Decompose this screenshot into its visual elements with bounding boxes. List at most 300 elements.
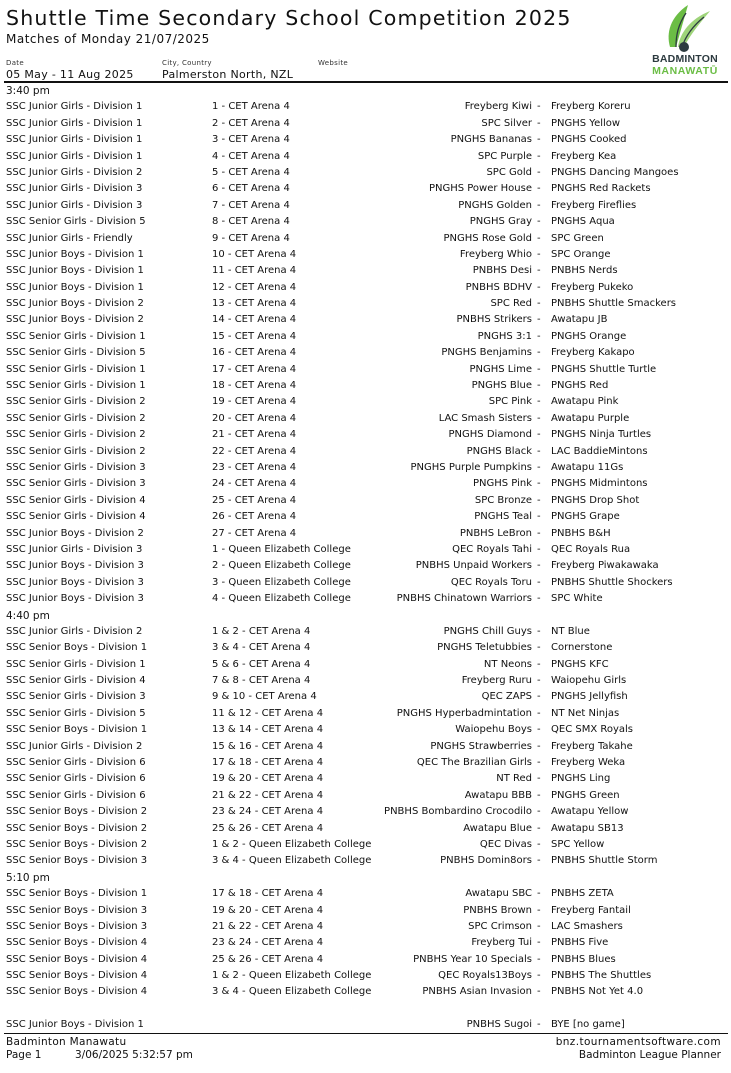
match-separator: - (537, 199, 541, 211)
match-court: 3 & 4 - Queen Elizabeth College (212, 986, 372, 998)
match-team-home: Awatapu SBC (465, 888, 532, 900)
match-team-home: QEC Royals Toru (450, 576, 532, 588)
match-division: SSC Junior Boys - Division 2 (6, 298, 144, 310)
match-team-away: PNGHS Dancing Mangoes (551, 166, 679, 178)
match-division: SSC Senior Boys - Division 2 (6, 806, 148, 818)
match-team-home: PNBHS Year 10 Specials (413, 953, 532, 965)
match-separator: - (537, 937, 541, 949)
match-team-away: PNBHS B&H (551, 527, 611, 539)
match-separator: - (537, 478, 541, 490)
match-separator: - (537, 150, 541, 162)
match-division: SSC Senior Girls - Division 2 (6, 429, 146, 441)
page-subtitle: Matches of Monday 21/07/2025 (6, 32, 210, 46)
match-row (0, 378, 731, 394)
shuttlecock-icon (640, 3, 730, 53)
match-court: 1 & 2 - CET Arena 4 (212, 625, 311, 637)
match-separator: - (537, 511, 541, 523)
match-team-away: Awatapu Purple (551, 412, 630, 424)
match-separator: - (537, 806, 541, 818)
match-row (0, 558, 731, 574)
match-court: 12 - CET Arena 4 (212, 281, 297, 293)
logo-wordmark-bottom: MANAWATŪ (652, 65, 718, 77)
match-team-home: PNGHS Black (466, 445, 532, 457)
match-court: 9 & 10 - CET Arena 4 (212, 691, 317, 703)
match-team-home: PNGHS Purple Pumpkins (410, 461, 532, 473)
match-division: SSC Senior Girls - Division 3 (6, 461, 146, 473)
match-division: SSC Junior Girls - Division 1 (6, 101, 143, 113)
match-court: 25 - CET Arena 4 (212, 494, 297, 506)
match-court: 10 - CET Arena 4 (212, 248, 297, 260)
match-court: 2 - Queen Elizabeth College (212, 560, 351, 572)
match-division: SSC Junior Girls - Division 3 (6, 543, 143, 555)
match-separator: - (537, 1019, 541, 1031)
match-row (0, 165, 731, 181)
match-court: 21 - CET Arena 4 (212, 429, 297, 441)
match-row (0, 722, 731, 738)
match-team-away: PNBHS Blues (551, 953, 616, 965)
match-team-home: SPC Pink (488, 396, 532, 408)
time-slot-heading: 5:10 pm (6, 871, 50, 884)
match-court: 23 & 24 - CET Arena 4 (212, 937, 324, 949)
match-team-away: LAC BaddieMintons (551, 445, 648, 457)
match-team-away: Freyberg Pukeko (551, 281, 634, 293)
match-division: SSC Senior Boys - Division 2 (6, 822, 148, 834)
match-separator: - (537, 757, 541, 769)
match-team-home: QEC Divas (479, 838, 532, 850)
match-team-away: PNBHS Shuttle Shockers (551, 576, 673, 588)
match-division: SSC Junior Boys - Division 1 (6, 265, 144, 277)
match-row (0, 968, 731, 984)
match-separator: - (537, 134, 541, 146)
match-court: 3 - Queen Elizabeth College (212, 576, 351, 588)
match-division: SSC Senior Boys - Division 1 (6, 642, 148, 654)
city-label: City, Country (162, 59, 212, 67)
match-team-home: QEC The Brazilian Girls (416, 757, 532, 769)
date-value: 05 May - 11 Aug 2025 (6, 68, 134, 81)
match-separator: - (537, 773, 541, 785)
match-row (0, 345, 731, 361)
match-division: SSC Senior Girls - Division 1 (6, 363, 146, 375)
match-team-home: LAC Smash Sisters (438, 412, 532, 424)
match-row (0, 214, 731, 230)
match-row (0, 984, 731, 1000)
match-separator: - (537, 429, 541, 441)
match-court: 19 & 20 - CET Arena 4 (212, 904, 324, 916)
match-division: SSC Senior Girls - Division 2 (6, 445, 146, 457)
footer-rule (4, 1033, 728, 1034)
match-row (0, 591, 731, 607)
match-division: SSC Senior Boys - Division 3 (6, 904, 148, 916)
match-court: 13 - CET Arena 4 (212, 298, 297, 310)
match-team-home: PNBHS Domin8ors (440, 855, 532, 867)
match-court: 16 - CET Arena 4 (212, 347, 297, 359)
match-team-away: PNGHS Grape (551, 511, 620, 523)
match-row (0, 919, 731, 935)
match-row (0, 427, 731, 443)
match-court: 25 & 26 - CET Arena 4 (212, 822, 324, 834)
match-division: SSC Junior Boys - Division 1 (6, 248, 144, 260)
match-separator: - (537, 724, 541, 736)
match-row (0, 329, 731, 345)
match-row (0, 312, 731, 328)
match-separator: - (537, 380, 541, 392)
match-team-home: PNGHS Pink (472, 478, 532, 490)
match-row (0, 739, 731, 755)
match-court: 13 & 14 - CET Arena 4 (212, 724, 324, 736)
match-team-home: PNGHS Lime (469, 363, 532, 375)
match-row (0, 444, 731, 460)
match-team-away: Freyberg Kea (551, 150, 617, 162)
match-separator: - (537, 593, 541, 605)
match-separator: - (537, 412, 541, 424)
match-division: SSC Senior Girls - Division 4 (6, 675, 146, 687)
match-team-home: SPC Purple (477, 150, 532, 162)
match-division: SSC Junior Girls - Division 2 (6, 740, 143, 752)
match-row (0, 935, 731, 951)
match-team-away: Freyberg Fantail (551, 904, 631, 916)
match-row (0, 247, 731, 263)
match-separator: - (537, 347, 541, 359)
match-row (0, 460, 731, 476)
match-row (0, 771, 731, 787)
match-division: SSC Junior Girls - Friendly (6, 232, 133, 244)
match-team-away: NT Net Ninjas (551, 707, 620, 719)
match-court: 27 - CET Arena 4 (212, 527, 297, 539)
match-team-home: Awatapu Blue (463, 822, 532, 834)
match-separator: - (537, 248, 541, 260)
match-division: SSC Senior Girls - Division 1 (6, 380, 146, 392)
match-separator: - (537, 625, 541, 637)
match-team-home: PNGHS Strawberries (430, 740, 532, 752)
match-row (0, 575, 731, 591)
match-team-home: Freyberg Kiwi (464, 101, 532, 113)
match-division: SSC Junior Girls - Division 1 (6, 117, 143, 129)
match-court: 7 - CET Arena 4 (212, 199, 290, 211)
match-division: SSC Senior Girls - Division 1 (6, 658, 146, 670)
match-team-home: SPC Crimson (468, 920, 532, 932)
match-row (0, 755, 731, 771)
match-row (0, 673, 731, 689)
match-row (0, 493, 731, 509)
match-court: 3 & 4 - CET Arena 4 (212, 642, 311, 654)
match-division: SSC Senior Boys - Division 2 (6, 838, 148, 850)
match-separator: - (537, 543, 541, 555)
match-court: 19 & 20 - CET Arena 4 (212, 773, 324, 785)
match-row (0, 116, 731, 132)
match-team-away: PNGHS Red Rackets (551, 183, 651, 195)
match-division: SSC Senior Boys - Division 3 (6, 855, 148, 867)
match-court: 9 - CET Arena 4 (212, 232, 290, 244)
match-team-away: SPC Yellow (551, 838, 605, 850)
match-team-away: SPC White (551, 593, 603, 605)
match-court: 21 & 22 - CET Arena 4 (212, 920, 324, 932)
match-division: SSC Senior Girls - Division 2 (6, 396, 146, 408)
match-row (0, 476, 731, 492)
match-row (0, 821, 731, 837)
match-division: SSC Junior Boys - Division 3 (6, 576, 144, 588)
time-slot-heading: 4:40 pm (6, 609, 50, 622)
match-row (0, 1017, 731, 1033)
match-team-home: PNBHS Chinatown Warriors (396, 593, 532, 605)
match-team-home: PNGHS 3:1 (477, 330, 532, 342)
city-value: Palmerston North, NZL (162, 68, 294, 81)
match-division: SSC Senior Girls - Division 5 (6, 347, 146, 359)
match-row (0, 198, 731, 214)
match-team-away: SPC Green (551, 232, 604, 244)
match-court: 17 & 18 - CET Arena 4 (212, 888, 324, 900)
match-court: 5 - CET Arena 4 (212, 166, 290, 178)
match-division: SSC Junior Boys - Division 2 (6, 527, 144, 539)
match-team-home: PNGHS Hyperbadmintation (396, 707, 532, 719)
match-court: 6 - CET Arena 4 (212, 183, 290, 195)
match-division: SSC Senior Boys - Division 4 (6, 937, 148, 949)
match-row (0, 394, 731, 410)
match-separator: - (537, 560, 541, 572)
match-separator: - (537, 789, 541, 801)
match-row (0, 657, 731, 673)
match-court: 17 - CET Arena 4 (212, 363, 297, 375)
match-division: SSC Senior Boys - Division 1 (6, 888, 148, 900)
match-division: SSC Senior Girls - Division 5 (6, 707, 146, 719)
match-team-away: PNGHS Aqua (551, 216, 615, 228)
match-court: 11 & 12 - CET Arena 4 (212, 707, 324, 719)
match-team-away: QEC SMX Royals (551, 724, 634, 736)
match-team-home: PNBHS Asian Invasion (422, 986, 532, 998)
match-separator: - (537, 838, 541, 850)
match-division: SSC Senior Girls - Division 1 (6, 330, 146, 342)
match-separator: - (537, 314, 541, 326)
match-row (0, 526, 731, 542)
match-separator: - (537, 658, 541, 670)
date-label: Date (6, 59, 24, 67)
match-team-away: PNBHS Shuttle Smackers (551, 298, 677, 310)
match-team-away: PNGHS Shuttle Turtle (551, 363, 657, 375)
match-court: 1 - CET Arena 4 (212, 101, 290, 113)
match-team-away: Freyberg Fireflies (551, 199, 637, 211)
match-division: SSC Senior Girls - Division 3 (6, 478, 146, 490)
match-division: SSC Junior Boys - Division 3 (6, 593, 144, 605)
match-court: 17 & 18 - CET Arena 4 (212, 757, 324, 769)
match-row (0, 903, 731, 919)
match-row (0, 263, 731, 279)
match-court: 2 - CET Arena 4 (212, 117, 290, 129)
match-team-away: PNGHS Green (551, 789, 620, 801)
match-team-away: Awatapu JB (551, 314, 608, 326)
match-court: 15 & 16 - CET Arena 4 (212, 740, 324, 752)
match-separator: - (537, 330, 541, 342)
match-row (0, 952, 731, 968)
match-team-home: Freyberg Ruru (461, 675, 532, 687)
time-slot-heading: 3:40 pm (6, 85, 50, 97)
match-row (0, 624, 731, 640)
match-division: SSC Senior Girls - Division 4 (6, 511, 146, 523)
match-separator: - (537, 740, 541, 752)
match-team-away: PNBHS Nerds (551, 265, 618, 277)
match-team-home: Freyberg Whio (459, 248, 532, 260)
match-team-home: Awatapu BBB (464, 789, 532, 801)
match-court: 4 - Queen Elizabeth College (212, 593, 351, 605)
match-division: SSC Senior Girls - Division 2 (6, 412, 146, 424)
match-separator: - (537, 216, 541, 228)
match-row (0, 509, 731, 525)
match-team-home: PNBHS Brown (463, 904, 532, 916)
match-team-away: PNGHS Ling (551, 773, 611, 785)
match-row (0, 837, 731, 853)
footer-website: bnz.tournamentsoftware.com (555, 1036, 721, 1048)
match-team-home: PNGHS Power House (428, 183, 532, 195)
footer-product: Badminton League Planner (578, 1049, 721, 1061)
match-division: SSC Senior Boys - Division 3 (6, 920, 148, 932)
footer-organization: Badminton Manawatu (6, 1036, 127, 1048)
match-division: SSC Senior Girls - Division 6 (6, 789, 146, 801)
match-division: SSC Junior Girls - Division 3 (6, 199, 143, 211)
match-court: 3 & 4 - Queen Elizabeth College (212, 855, 372, 867)
match-court: 4 - CET Arena 4 (212, 150, 290, 162)
match-team-home: SPC Red (490, 298, 532, 310)
match-team-away: SPC Orange (551, 248, 611, 260)
match-team-home: SPC Bronze (474, 494, 532, 506)
match-row (0, 181, 731, 197)
match-separator: - (537, 953, 541, 965)
match-court: 24 - CET Arena 4 (212, 478, 297, 490)
match-team-home: SPC Silver (481, 117, 532, 129)
match-court: 18 - CET Arena 4 (212, 380, 297, 392)
match-separator: - (537, 298, 541, 310)
match-separator: - (537, 675, 541, 687)
match-separator: - (537, 166, 541, 178)
match-team-home: Waiopehu Boys (455, 724, 532, 736)
match-row (0, 149, 731, 165)
match-team-away: PNGHS Orange (551, 330, 627, 342)
match-division: SSC Senior Girls - Division 5 (6, 216, 146, 228)
match-row (0, 280, 731, 296)
match-row (0, 362, 731, 378)
match-separator: - (537, 855, 541, 867)
match-row (0, 231, 731, 247)
match-court: 23 - CET Arena 4 (212, 461, 297, 473)
match-team-home: QEC Royals Tahi (452, 543, 532, 555)
match-division: SSC Junior Girls - Division 1 (6, 134, 143, 146)
match-team-away: Freyberg Piwakawaka (551, 560, 659, 572)
match-division: SSC Senior Girls - Division 4 (6, 494, 146, 506)
match-court: 22 - CET Arena 4 (212, 445, 297, 457)
match-division: SSC Junior Boys - Division 1 (6, 1019, 144, 1031)
match-separator: - (537, 396, 541, 408)
match-team-home: PNGHS Diamond (448, 429, 532, 441)
match-separator: - (537, 445, 541, 457)
match-court: 3 - CET Arena 4 (212, 134, 290, 146)
match-team-away: PNGHS Ninja Turtles (551, 429, 652, 441)
match-row (0, 640, 731, 656)
match-row (0, 788, 731, 804)
match-division: SSC Senior Boys - Division 4 (6, 970, 148, 982)
match-team-away: QEC Royals Rua (551, 543, 631, 555)
match-court: 14 - CET Arena 4 (212, 314, 297, 326)
match-division: SSC Junior Girls - Division 3 (6, 183, 143, 195)
match-team-away: PNGHS Cooked (551, 134, 627, 146)
match-court: 21 & 22 - CET Arena 4 (212, 789, 324, 801)
match-team-away: Freyberg Kakapo (551, 347, 635, 359)
match-division: SSC Junior Girls - Division 2 (6, 166, 143, 178)
match-separator: - (537, 363, 541, 375)
match-team-home: PNGHS Blue (471, 380, 532, 392)
match-team-away: Freyberg Koreru (551, 101, 631, 113)
match-team-away: Freyberg Weka (551, 757, 626, 769)
match-separator: - (537, 986, 541, 998)
match-division: SSC Junior Girls - Division 1 (6, 150, 143, 162)
match-team-home: PNBHS Desi (472, 265, 532, 277)
match-team-home: Freyberg Tui (471, 937, 532, 949)
match-team-away: PNBHS Not Yet 4.0 (551, 986, 644, 998)
match-division: SSC Senior Boys - Division 4 (6, 953, 148, 965)
match-court: 1 & 2 - Queen Elizabeth College (212, 970, 372, 982)
match-team-home: PNBHS Strikers (456, 314, 532, 326)
match-court: 25 & 26 - CET Arena 4 (212, 953, 324, 965)
match-team-away: PNGHS Red (551, 380, 609, 392)
match-team-home: PNBHS Sugoi (466, 1019, 532, 1031)
match-division: SSC Senior Boys - Division 1 (6, 724, 148, 736)
match-team-away: BYE [no game] (551, 1019, 625, 1031)
badminton-manawatu-logo (640, 3, 730, 79)
match-team-home: PNBHS Bombardino Crocodilo (384, 806, 532, 818)
match-separator: - (537, 920, 541, 932)
match-row (0, 804, 731, 820)
match-row (0, 706, 731, 722)
match-row (0, 296, 731, 312)
match-team-away: Awatapu Yellow (551, 806, 629, 818)
match-team-away: PNGHS Midmintons (551, 478, 648, 490)
match-team-away: PNGHS Drop Shot (551, 494, 640, 506)
match-team-away: NT Blue (551, 625, 590, 637)
match-team-away: Awatapu SB13 (551, 822, 624, 834)
match-separator: - (537, 822, 541, 834)
match-separator: - (537, 101, 541, 113)
match-separator: - (537, 691, 541, 703)
match-team-away: PNGHS Jellyfish (551, 691, 628, 703)
match-separator: - (537, 183, 541, 195)
match-separator: - (537, 970, 541, 982)
match-team-home: PNGHS Gray (469, 216, 532, 228)
match-team-home: QEC Royals13Boys (438, 970, 532, 982)
match-team-home: QEC ZAPS (481, 691, 532, 703)
match-court: 15 - CET Arena 4 (212, 330, 297, 342)
match-team-home: PNBHS Unpaid Workers (415, 560, 532, 572)
match-separator: - (537, 232, 541, 244)
match-court: 19 - CET Arena 4 (212, 396, 297, 408)
match-court: 1 & 2 - Queen Elizabeth College (212, 838, 372, 850)
match-team-home: PNGHS Benjamins (441, 347, 532, 359)
match-separator: - (537, 494, 541, 506)
match-separator: - (537, 117, 541, 129)
match-team-away: Awatapu Pink (551, 396, 619, 408)
match-court: 7 & 8 - CET Arena 4 (212, 675, 311, 687)
match-separator: - (537, 281, 541, 293)
match-team-away: PNBHS Five (551, 937, 609, 949)
match-row (0, 411, 731, 427)
footer-page-number: Page 1 (6, 1049, 42, 1061)
match-court: 20 - CET Arena 4 (212, 412, 297, 424)
match-court: 23 & 24 - CET Arena 4 (212, 806, 324, 818)
match-team-home: PNGHS Rose Gold (443, 232, 532, 244)
match-court: 1 - Queen Elizabeth College (212, 543, 351, 555)
match-team-home: PNGHS Golden (458, 199, 532, 211)
match-court: 5 & 6 - CET Arena 4 (212, 658, 311, 670)
match-division: SSC Senior Girls - Division 6 (6, 757, 146, 769)
match-row (0, 132, 731, 148)
match-division: SSC Junior Girls - Division 2 (6, 625, 143, 637)
match-separator: - (537, 707, 541, 719)
match-division: SSC Senior Girls - Division 3 (6, 691, 146, 703)
